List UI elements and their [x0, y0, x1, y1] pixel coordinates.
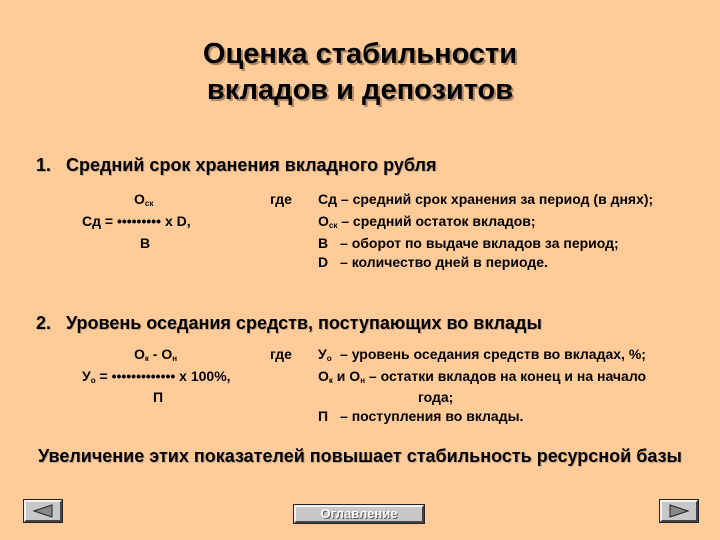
- legend1-row-sd: Сд – средний срок хранения за период (в днях);: [318, 191, 654, 207]
- legend2-row-p: П: [318, 408, 329, 424]
- legend2-row-p-text: – поступления во вклады.: [340, 408, 524, 424]
- formula2-main: $У_о$ = ••••••••••••• х 100%,: [82, 368, 231, 385]
- legend2-row-uo: $У_о$: [318, 346, 332, 363]
- slide-title-line1: Оценка стабильности: [202, 38, 518, 70]
- section2-heading: Уровень оседания средств, поступающих во вклады: [66, 313, 542, 333]
- triangle-left-icon: [30, 504, 56, 518]
- formula1-denominator: В: [140, 235, 151, 251]
- legend1-row-d: D: [318, 254, 329, 270]
- legend2-row-ok-on: $О_к$ и $О_н$ – остатки вкладов на конец и на начало: [318, 368, 647, 385]
- slide-title-line2: вкладов и депозитов: [206, 74, 514, 106]
- legend2-row-ok-on-cont: года;: [418, 389, 454, 405]
- formula1-main: Сд = ••••••••• х D,: [82, 213, 191, 229]
- legend2-row-uo-text: – уровень оседания средств во вкладах, %;: [340, 346, 646, 362]
- formula2-numerator: $О_к - О_н$: [134, 346, 178, 363]
- legend1-row-v-text: – оборот по выдаче вкладов за период;: [340, 235, 619, 251]
- formula2-denominator: П: [153, 389, 164, 405]
- section2-number: 2.: [36, 313, 52, 333]
- table-of-contents-button[interactable]: Оглавление: [294, 505, 424, 523]
- legend1-row-v: В: [318, 235, 329, 251]
- triangle-right-icon: [666, 504, 692, 518]
- legend1-row-osk: $О_{ск}$ – средний остаток вкладов;: [318, 213, 536, 230]
- formula1-numerator: $О_{ск}$: [134, 191, 154, 208]
- next-slide-button[interactable]: [660, 500, 698, 522]
- formula1-where: где: [270, 191, 292, 207]
- conclusion-text: Увеличение этих показателей повышает стабильность ресурсной базы: [38, 446, 682, 466]
- section1-heading: Средний срок хранения вкладного рубля: [66, 155, 437, 175]
- legend1-row-d-text: – количество дней в периоде.: [340, 254, 548, 270]
- section1-number: 1.: [36, 155, 52, 175]
- prev-slide-button[interactable]: [24, 500, 62, 522]
- formula2-where: где: [270, 346, 292, 362]
